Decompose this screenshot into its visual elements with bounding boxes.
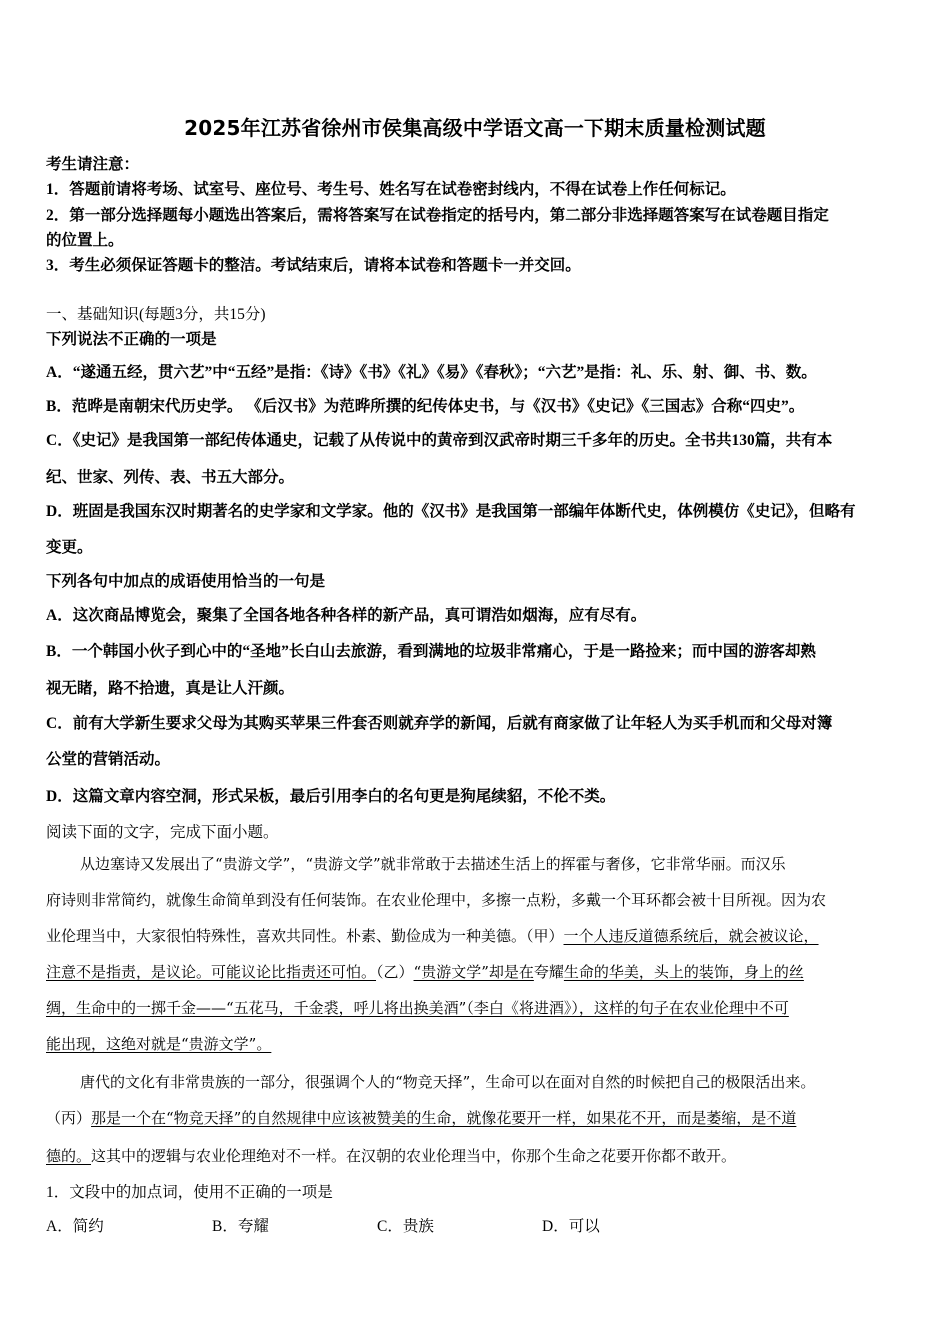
question-stem: 下列说法不正确的一项是 [46,331,217,348]
option-a: A．简约 [46,1218,104,1235]
underlined-sentence-bing: 德的。 [46,1147,92,1165]
passage-line [46,1145,736,1166]
underlined-sentence-jia: 一个人违反道德系统后，就会被议论， [563,927,819,945]
notice-item-2-cont: 的位置上。 [46,232,124,249]
option-d: D．班固是我国东汉时期著名的史学家和文学家。他的《汉书》是我国第一部编年体断代史，体例模仿《史记》，但略有 [46,503,856,520]
notice-item-1: 1．答题前请将考场、试室号、座位号、考生号、姓名写在试卷密封线内，不得在试卷上作任何标记。 [46,181,736,198]
passage-text: 这其中的逻辑与农业伦理绝对不一样。在汉朝的农业伦理当中，你那个生命之花要开你都不敢开。 [91,1147,737,1165]
passage-line: 唐代的文化有非常贵族的一部分，很强调个人的“物竞天择”，生命可以在面对自然的时候把自己的极限活出来。 [80,1073,816,1091]
reading-intro: 阅读下面的文字，完成下面小题。 [46,824,279,841]
passage-line [46,925,819,946]
page-title: 2025年江苏省徐州市侯集高级中学语文高一下期末质量检测试题 [184,116,766,140]
underlined-sentence-yi: 生命的华美，头上的装饰，身上的丝 [563,963,804,981]
dotted-word: 夸耀 [533,963,564,981]
underlined-sentence-jia: 注意不是指责，是议论。可能议论比指责还可怕。 [46,963,377,981]
option-c: C．《史记》是我国第一部纪传体通史，记载了从传说中的黄帝到汉武帝时期三千多年的历史。全书共130篇，共有本 [46,432,833,449]
option-d-cont: 变更。 [46,539,93,556]
option-a: A．“遂通五经，贯六艺”中“五经”是指：《诗》《书》《礼》《易》《春秋》；“六艺”是指：礼、乐、射、御、书、数。 [46,364,817,381]
passage-line [46,961,804,982]
option-d: D．可以 [542,1218,600,1235]
question-stem: 1．文段中的加点词，使用不正确的一项是 [46,1184,333,1201]
notice-item-3: 3．考生必须保证答题卡的整洁。考试结束后，请将本试卷和答题卡一并交回。 [46,257,581,274]
option-b: B．一个韩国小伙子到心中的“圣地”长白山去旅游，看到满地的垃圾非常痛心，于是一路捡来；而中国的游客却熟 [46,643,816,660]
option-b-cont: 视无睹，路不拾遗，真是让人汗颜。 [46,680,295,697]
option-c-cont: 纪、世家、列传、表、书五大部分。 [46,469,295,486]
option-c: C．前有大学新生要求父母为其购买苹果三件套否则就弃学的新闻，后就有商家做了让年轻人为买手机而和父母对簿 [46,715,833,732]
underlined-sentence-yi: 能出现，这绝对就是“贵游文学”。 [46,1035,272,1053]
passage-text: 业伦理当中，大家很怕特殊性，喜欢共同性。朴素、勤俭成为一种美德。（甲） [46,927,564,945]
question-stem: 下列各句中加点的成语使用恰当的一句是 [46,573,326,590]
passage-line: 府诗则非常简约，就像生命简单到没有任何装饰。在农业伦理中，多擦一点粉，多戴一个耳环都会被十目所视。因为农 [46,891,827,909]
passage-line: 从边塞诗又发展出了“贵游文学”，“贵游文学”就非常敢于去描述生活上的挥霍与奢侈，它非常华丽。而汉乐 [80,855,786,873]
option-b: B．范晔是南朝宋代历史学。 《后汉书》为范晔所撰的纪传体史书，与《汉书》《史记》《三国志》合称“四史”。 [46,398,805,415]
notice-heading: 考生请注意： [46,156,140,173]
option-d: D．这篇文章内容空洞，形式呆板，最后引用李白的名句更是狗尾续貂，不伦不类。 [46,788,616,805]
notice-item-2: 2．第一部分选择题每小题选出答案后，需将答案写在试卷指定的括号内，第二部分非选择题答案写在试卷题目指定 [46,207,829,224]
underlined-sentence-yi: “贵游文学”却是在 [413,963,534,981]
underlined-sentence-yi: 绸，生命中的一掷千金——“五花马，千金裘，呼儿将出换美酒”（李白《将进酒》），这样的句子在农业伦理中不可 [46,999,789,1017]
underlined-sentence-bing: 那是一个在“物竞天择”的自然规律中应该被赞美的生命，就像花要开一样，如果花不开，而是萎缩，是不道 [91,1109,797,1127]
passage-text: （丙） [46,1109,92,1127]
option-a: A．这次商品博览会，聚集了全国各地各种各样的新产品，真可谓浩如烟海，应有尽有。 [46,607,647,624]
passage-line [46,1107,796,1128]
section-heading: 一、基础知识(每题3分，共15分) [46,306,266,323]
option-c: C．贵族 [377,1218,434,1235]
option-b: B．夸耀 [212,1218,269,1235]
option-c-cont: 公堂的营销活动。 [46,751,171,768]
passage-text: （乙） [376,963,414,981]
